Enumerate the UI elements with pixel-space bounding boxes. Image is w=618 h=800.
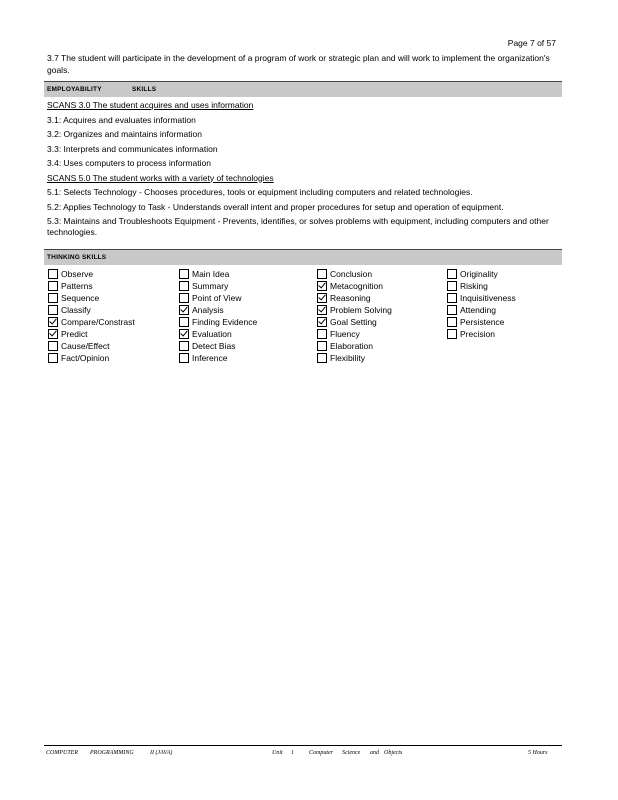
skill-label: Flexibility xyxy=(330,353,365,363)
checkbox[interactable] xyxy=(179,317,189,327)
checkbox[interactable] xyxy=(179,269,189,279)
scans-item: 5.1: Selects Technology - Chooses procedures, tools or equipment including computers and related technologies. xyxy=(47,187,473,197)
skill-option[interactable] xyxy=(48,292,178,304)
skill-option[interactable] xyxy=(447,268,577,280)
skill-label: Inference xyxy=(192,353,228,363)
skill-option[interactable] xyxy=(447,280,577,292)
checkbox[interactable] xyxy=(447,269,457,279)
skill-option[interactable] xyxy=(447,328,577,340)
scans-heading: SCANS 3.0 The student acquires and uses information xyxy=(47,100,254,110)
skills-label: SKILLS xyxy=(132,86,157,93)
scans-heading: SCANS 5.0 The student works with a variety of technologies xyxy=(47,172,274,183)
skill-option[interactable] xyxy=(317,316,447,328)
skill-option[interactable] xyxy=(48,340,178,352)
skill-label: Detect Bias xyxy=(192,341,236,351)
scans-item: 3.4: Uses computers to process information xyxy=(47,158,211,168)
checkbox[interactable] xyxy=(48,281,58,291)
checkbox[interactable] xyxy=(317,269,327,279)
checkbox[interactable] xyxy=(179,281,189,291)
skill-label: Problem Solving xyxy=(330,305,392,315)
scans-item: 3.3: Interprets and communicates information xyxy=(47,143,218,154)
skill-option[interactable] xyxy=(447,292,577,304)
checked-checkbox[interactable] xyxy=(317,293,327,303)
page-footer xyxy=(44,745,562,756)
skill-label: Risking xyxy=(460,281,488,291)
skill-option[interactable] xyxy=(48,316,178,328)
skill-label: Classify xyxy=(61,305,91,315)
checkbox[interactable] xyxy=(48,341,58,351)
skill-label: Evaluation xyxy=(192,329,232,339)
skill-label: Precision xyxy=(460,329,495,339)
checkbox[interactable] xyxy=(447,281,457,291)
checked-checkbox[interactable] xyxy=(317,281,327,291)
skill-option[interactable] xyxy=(317,292,447,304)
checkbox[interactable] xyxy=(447,293,457,303)
skill-option[interactable] xyxy=(317,352,447,364)
employability-label: EMPLOYABILITY xyxy=(47,86,102,93)
checkbox[interactable] xyxy=(447,329,457,339)
footer-unit-1: Unit xyxy=(272,750,283,756)
checkbox[interactable] xyxy=(179,293,189,303)
skill-label: Fact/Opinion xyxy=(61,353,110,363)
skill-option[interactable] xyxy=(179,316,309,328)
thinking-skills-label: THINKING SKILLS xyxy=(47,254,107,261)
skill-label: Finding Evidence xyxy=(192,317,258,327)
footer-course-2: PROGRAMMING xyxy=(90,750,134,756)
skill-label: Attending xyxy=(460,305,496,315)
checkbox[interactable] xyxy=(317,329,327,339)
skill-option[interactable] xyxy=(317,304,447,316)
checkbox[interactable] xyxy=(48,353,58,363)
skill-option[interactable] xyxy=(317,280,447,292)
footer-unit-5: and xyxy=(370,750,379,756)
skill-option[interactable] xyxy=(179,352,309,364)
skill-label: Originality xyxy=(460,269,498,279)
skills-column xyxy=(48,268,178,364)
skill-label: Analysis xyxy=(192,305,224,315)
skill-option[interactable] xyxy=(179,340,309,352)
checkbox[interactable] xyxy=(447,305,457,315)
checked-checkbox[interactable] xyxy=(179,305,189,315)
skill-label: Elaboration xyxy=(330,341,374,351)
employability-band xyxy=(44,81,562,97)
skill-option[interactable] xyxy=(447,304,577,316)
scans-item: 5.2: Applies Technology to Task - Understands overall intent and proper procedures for setup and operation of equipment. xyxy=(47,201,504,212)
skills-column xyxy=(179,268,309,364)
footer-unit-6: Objects xyxy=(384,750,403,756)
checkbox[interactable] xyxy=(48,305,58,315)
checkbox[interactable] xyxy=(179,341,189,351)
footer-unit-3: Computer xyxy=(309,750,333,756)
skill-option[interactable] xyxy=(447,316,577,328)
skill-label: Goal Setting xyxy=(330,317,377,327)
skill-label: Fluency xyxy=(330,329,360,339)
page-number: Page 7 of 57 xyxy=(507,38,556,48)
skill-option[interactable] xyxy=(48,268,178,280)
skill-label: Conclusion xyxy=(330,269,373,279)
skill-label: Summary xyxy=(192,281,229,291)
skill-option[interactable] xyxy=(48,304,178,316)
skill-option[interactable] xyxy=(48,280,178,292)
skill-label: Observe xyxy=(61,269,94,279)
checked-checkbox[interactable] xyxy=(317,317,327,327)
footer-unit-4: Science xyxy=(342,750,361,756)
checked-checkbox[interactable] xyxy=(48,317,58,327)
checked-checkbox[interactable] xyxy=(179,329,189,339)
skill-option[interactable] xyxy=(179,268,309,280)
skill-option[interactable] xyxy=(179,280,309,292)
thinking-skills-band xyxy=(44,249,562,265)
checked-checkbox[interactable] xyxy=(48,329,58,339)
skill-label: Compare/Constrast xyxy=(61,317,135,327)
footer-hours: 5 Hours xyxy=(528,750,548,756)
skill-option[interactable] xyxy=(317,328,447,340)
skill-label: Patterns xyxy=(61,281,93,291)
checkbox[interactable] xyxy=(317,341,327,351)
skill-option[interactable] xyxy=(179,292,309,304)
skill-option[interactable] xyxy=(48,352,178,364)
skill-label: Main Idea xyxy=(192,269,230,279)
skills-column xyxy=(317,268,447,364)
scans-item: 3.1: Acquires and evaluates information xyxy=(47,114,196,125)
skill-label: Predict xyxy=(61,329,88,339)
skill-label: Persistence xyxy=(460,317,505,327)
skill-label: Metacognition xyxy=(330,281,383,291)
skill-label: Cause/Effect xyxy=(61,341,110,351)
intro-objective: 3.7 The student will participate in the development of a program of work or strategic plan and will work to implement the organization's goals. xyxy=(47,53,550,75)
scans-item: 3.2: Organizes and maintains information xyxy=(47,129,202,139)
skill-label: Sequence xyxy=(61,293,100,303)
skill-option[interactable] xyxy=(179,304,309,316)
skill-label: Reasoning xyxy=(330,293,371,303)
scans-item: 5.3: Maintains and Troubleshoots Equipment - Prevents, identifies, or solves problems with equipment, including computers and other technologies. xyxy=(47,216,549,237)
skill-option[interactable] xyxy=(179,328,309,340)
employability-list xyxy=(47,100,562,242)
skills-column xyxy=(447,268,577,340)
skill-label: Point of View xyxy=(192,293,242,303)
checkbox[interactable] xyxy=(48,269,58,279)
checkbox[interactable] xyxy=(48,293,58,303)
footer-course-1: COMPUTER xyxy=(46,750,78,756)
skill-option[interactable] xyxy=(317,340,447,352)
footer-unit-2: 1 xyxy=(291,750,294,756)
checked-checkbox[interactable] xyxy=(317,305,327,315)
checkbox[interactable] xyxy=(317,353,327,363)
checkbox[interactable] xyxy=(179,353,189,363)
skill-option[interactable] xyxy=(317,268,447,280)
skill-option[interactable] xyxy=(48,328,178,340)
skill-label: Inquisitiveness xyxy=(460,293,516,303)
checkbox[interactable] xyxy=(447,317,457,327)
footer-course-3: II (JAVA) xyxy=(150,750,173,756)
